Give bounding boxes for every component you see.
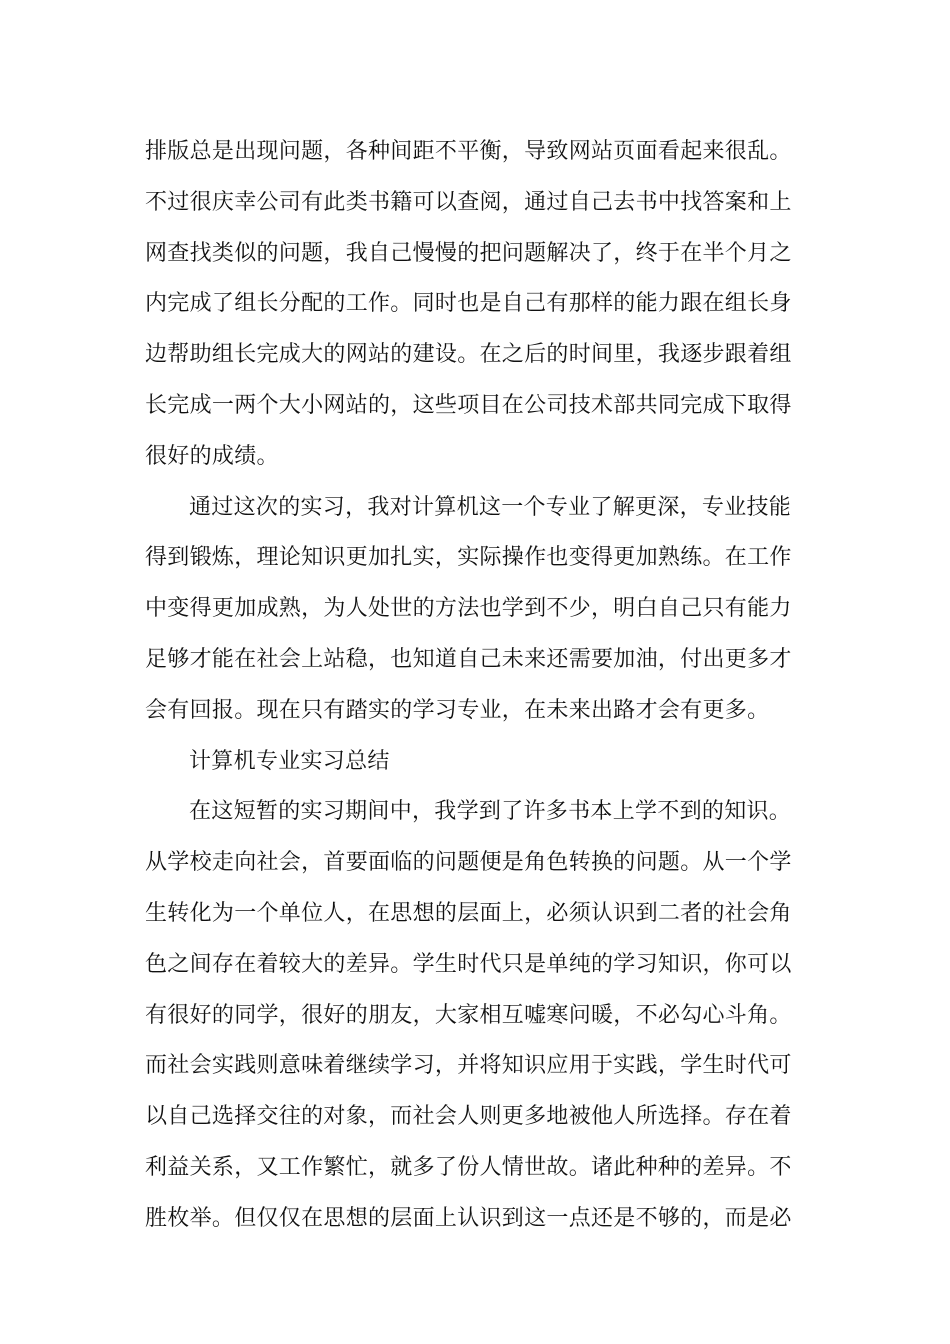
text-line: 得到锻炼，理论知识更加扎实，实际操作也变得更加熟练。在工作 [145,545,792,571]
text-line: 胜枚举。但仅仅在思想的层面上认识到这一点还是不够的，而是必 [145,1205,792,1231]
text-line: 边帮助组长完成大的网站的建设。在之后的时间里，我逐步跟着组 [145,342,792,368]
text-line: 不过很庆幸公司有此类书籍可以查阅，通过自己去书中找答案和上 [145,189,792,215]
text-line: 排版总是出现问题，各种间距不平衡，导致网站页面看起来很乱。 [145,139,792,164]
section-heading: 计算机专业实习总结 [189,748,390,774]
paragraph-start-line: 通过这次的实习，我对计算机这一个专业了解更深，专业技能 [189,494,792,520]
text-line: 长完成一两个大小网站的，这些项目在公司技术部共同完成下取得 [145,392,792,418]
text-line: 利益关系，又工作繁忙，就多了份人情世故。诸此种种的差异。不 [145,1154,792,1180]
text-line: 有很好的同学，很好的朋友，大家相互嘘寒问暖，不必勾心斗角。 [145,1002,792,1028]
document-body [145,127,813,1245]
text-line: 色之间存在着较大的差异。学生时代只是单纯的学习知识，你可以 [145,951,792,977]
paragraph-start-line: 在这短暂的实习期间中，我学到了许多书本上学不到的知识。 [189,799,792,825]
text-line: 足够才能在社会上站稳，也知道自己未来还需要加油，付出更多才 [145,646,792,672]
text-line: 从学校走向社会，首要面临的问题便是角色转换的问题。从一个学 [145,850,792,876]
text-line: 生转化为一个单位人，在思想的层面上，必须认识到二者的社会角 [145,900,792,926]
text-line: 很好的成绩。 [145,443,279,469]
text-line: 会有回报。现在只有踏实的学习专业，在未来出路才会有更多。 [145,697,770,723]
text-line: 内完成了组长分配的工作。同时也是自己有那样的能力跟在组长身 [145,291,792,317]
text-line: 网查找类似的问题，我自己慢慢的把问题解决了，终于在半个月之 [145,240,792,266]
text-line: 而社会实践则意味着继续学习，并将知识应用于实践，学生时代可 [145,1053,792,1079]
text-line: 中变得更加成熟，为人处世的方法也学到不少，明白自己只有能力 [145,596,792,622]
text-line: 以自己选择交往的对象，而社会人则更多地被他人所选择。存在着 [145,1104,792,1130]
